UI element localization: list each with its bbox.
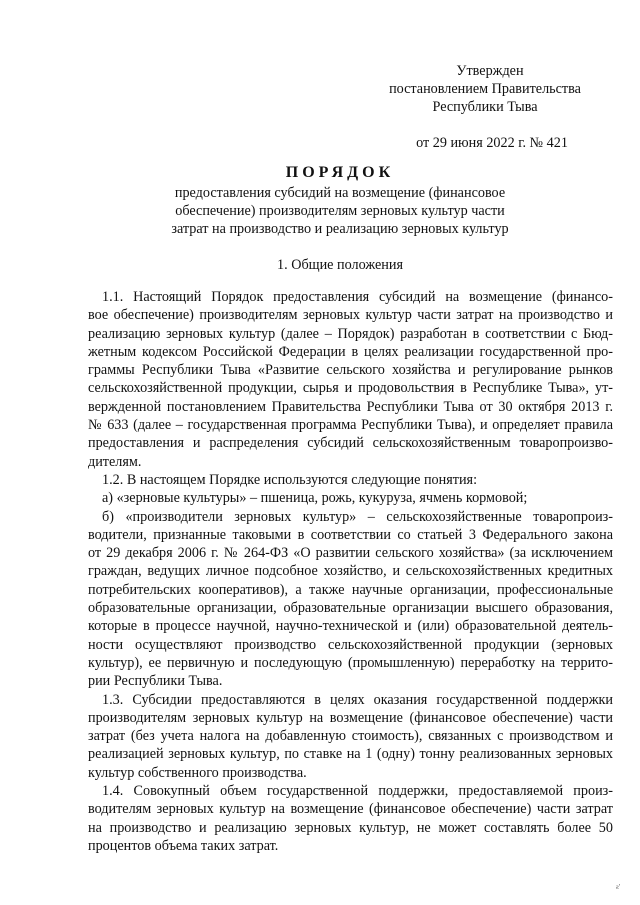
body-line: реализацией зерновых культур, по ставке на 1 (одну) тонну реализованных зерновых	[88, 746, 613, 763]
body-line: граждан, ведущих личное подсобное хозяйство, и сельскохозяйственных кредитных	[88, 563, 613, 580]
body-line: вое обеспечение) производителям зерновых культур части затрат на производство и	[88, 307, 613, 324]
document-body	[88, 288, 613, 855]
body-line: б) «производители зерновых культур» – сельскохозяйственные товаропроиз-	[102, 508, 613, 525]
body-line: № 633 (далее – государственная программа Республики Тыва), и определяет правила	[88, 417, 613, 434]
body-line: водители, признанные таковыми в соответствии со статьей 3 Федерального закона	[88, 526, 613, 543]
body-line: граммы Республики Тыва «Развитие сельского хозяйства и регулирование рынков	[88, 362, 613, 379]
body-line: 1.3. Субсидии предоставляются в целях оказания государственной поддержки	[102, 691, 613, 708]
subtitle-line: обеспечение) производителям зерновых культур части	[175, 203, 505, 219]
subtitle-line: затрат на производство и реализацию зерновых культур	[171, 221, 509, 237]
body-line: ности осуществляют производство сельскохозяйственной продукции (зерновых	[88, 636, 613, 653]
body-line: дителям.	[88, 453, 142, 470]
approval-line-republic: Республики Тыва	[432, 99, 538, 115]
section-title: 1. Общие положения	[277, 257, 403, 273]
body-line: процентов объема таких затрат.	[88, 837, 279, 854]
body-line: от 29 декабря 2006 г. № 264-ФЗ «О развитии сельского хозяйства» (за исключением	[88, 545, 613, 562]
body-line: рии Республики Тыва.	[88, 673, 223, 690]
scan-corner-mark: ƨ'	[616, 883, 620, 891]
body-line: а) «зерновые культуры» – пшеница, рожь, кукуруза, ячмень кормовой;	[102, 490, 528, 507]
document-title	[120, 163, 560, 238]
body-line: вержденной постановлением Правительства Республики Тыва от 30 октября 2013 г.	[88, 398, 613, 415]
document-subtitle	[120, 184, 560, 238]
body-line: 1.2. В настоящем Порядке используются следующие понятия:	[102, 471, 478, 488]
body-line: предоставления и распределения субсидий сельскохозяйственным товаропроизво-	[88, 435, 613, 452]
body-line: 1.4. Совокупный объем государственной поддержки, предоставляемой произ-	[102, 783, 613, 800]
body-line: культур собственного производства.	[88, 764, 307, 781]
approval-line-approved: Утвержден	[456, 63, 524, 79]
body-line: реализацию зерновых культур (далее – Порядок) разработан в соответствии с Бюд-	[88, 325, 613, 342]
body-line: образовательные организации, образовательные организации высшего образования,	[88, 600, 613, 617]
body-line: производителям зерновых культур на возмещение (финансовое обеспечение) части	[88, 709, 613, 726]
body-line: водителям зерновых культур на возмещение (финансовое обеспечение) части затрат	[88, 801, 613, 818]
approval-line-date: от 29 июня 2022 г. № 421	[416, 135, 568, 151]
approval-line-decree: постановлением Правительства	[389, 81, 581, 97]
approval-stamp	[360, 62, 610, 152]
body-line: сельскохозяйственной продукции, сырья и продовольствия в Республике Тыва», ут-	[88, 380, 613, 397]
body-line: 1.1. Настоящий Порядок предоставления субсидий на возмещение (финансо-	[102, 289, 613, 305]
body-line: затрат (без учета налога на добавленную стоимость), связанных с производством и	[88, 728, 613, 745]
body-line: на производство и реализацию зерновых культур, не может составлять более 50	[88, 819, 613, 836]
document-heading: ПОРЯДОК	[285, 164, 395, 181]
body-line: жетным кодексом Российской Федерации в целях реализации государственной про-	[88, 343, 613, 360]
body-line: потребительских кооперативов), а также научные организации, профессиональные	[88, 581, 613, 598]
subtitle-line: предоставления субсидий на возмещение (финансовое	[174, 185, 506, 201]
body-line: культур), ее первичную и последующую (промышленную) переработку на террито-	[88, 654, 613, 671]
body-line: которые в процессе научной, научно-технической и (или) образовательной деятель-	[88, 618, 613, 635]
